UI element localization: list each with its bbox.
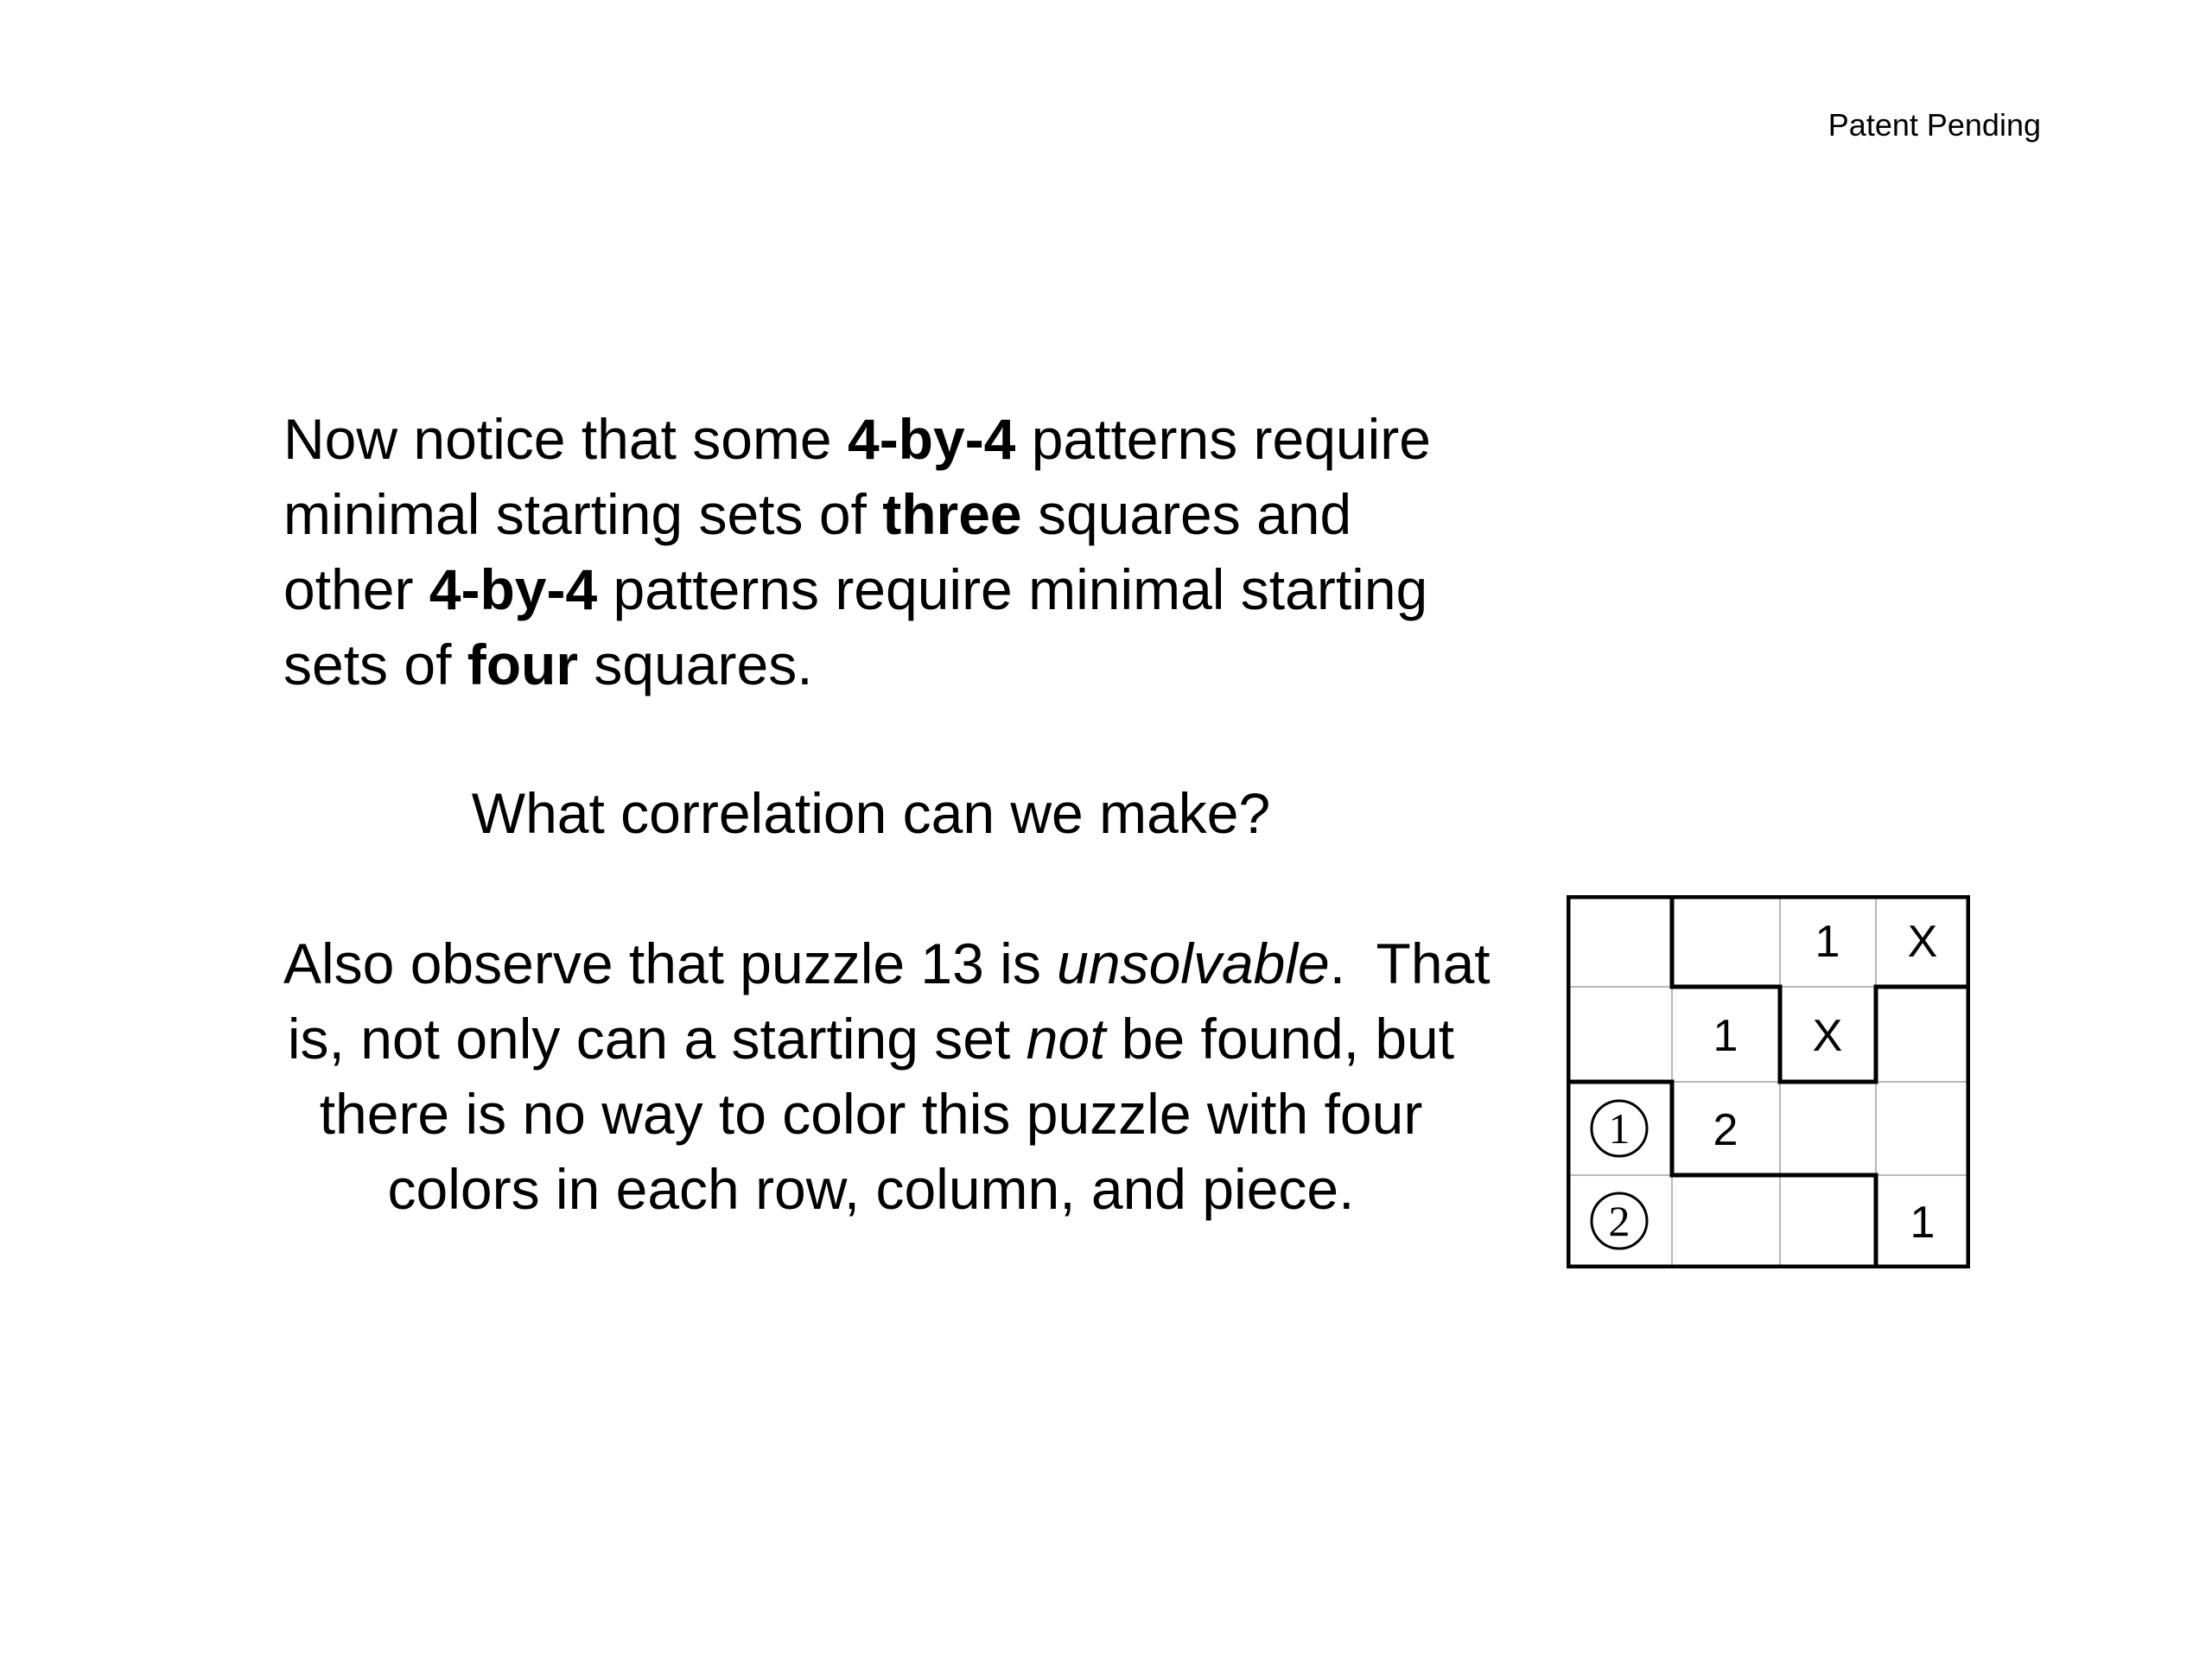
paragraph-line-2: is, not only can a starting set not be found, but xyxy=(287,1007,1455,1071)
cell-value: 1 xyxy=(1713,1011,1738,1061)
puzzle-grid xyxy=(1567,895,1970,1268)
paragraph-line-3: there is no way to color this puzzle with four xyxy=(319,1082,1423,1146)
question-text: What correlation can we make? xyxy=(471,781,1271,845)
circled-value: 2 xyxy=(1608,1197,1630,1245)
cell-value: X xyxy=(1812,1011,1843,1061)
patent-pending-label: Patent Pending xyxy=(1827,107,2041,143)
paragraph-patterns xyxy=(283,402,1493,702)
cell-value: 2 xyxy=(1713,1105,1738,1155)
paragraph-line-3: other 4-by-4 patterns require minimal starting xyxy=(283,557,1428,621)
puzzle-grid-svg xyxy=(1567,895,1970,1268)
paragraph-line-4: sets of four squares. xyxy=(283,632,813,696)
paragraph-line-2: minimal starting sets of three squares and xyxy=(283,482,1352,546)
cell-value: X xyxy=(1907,917,1938,967)
circled-value: 1 xyxy=(1608,1104,1630,1153)
paragraph-line-4: colors in each row, column, and piece. xyxy=(387,1157,1355,1221)
cell-value: 1 xyxy=(1910,1198,1936,1248)
circled-number-2 xyxy=(1592,1193,1647,1249)
paragraph-line-1: Now notice that some 4-by-4 patterns require xyxy=(283,407,1431,471)
cell-value: 1 xyxy=(1815,917,1840,967)
circled-number-1 xyxy=(1592,1101,1647,1156)
paragraph-unsolvable xyxy=(283,926,1491,1227)
paragraph-line-1: Also observe that puzzle 13 is unsolvable. That xyxy=(283,931,1491,995)
